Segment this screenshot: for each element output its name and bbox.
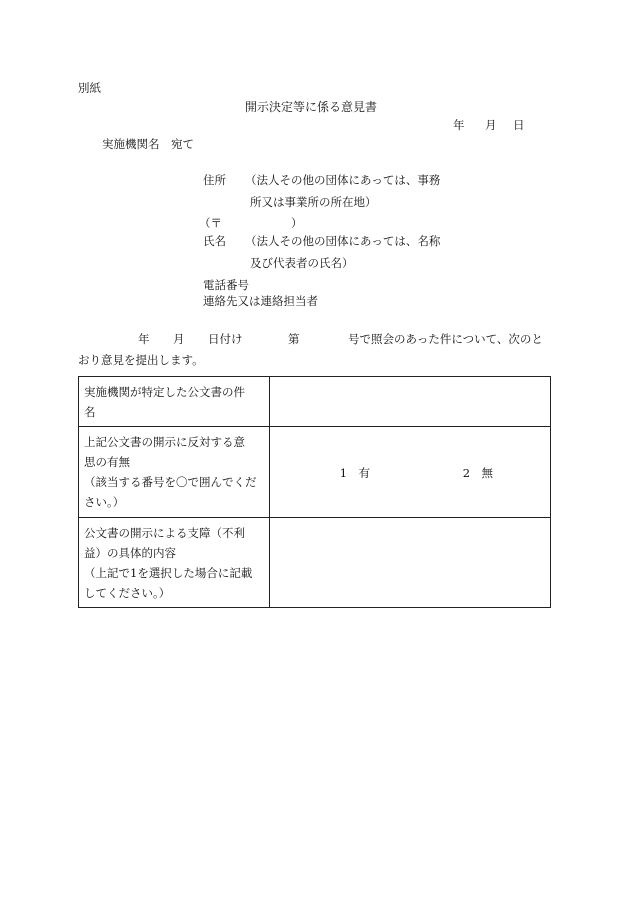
objection-options-cell bbox=[269, 427, 550, 518]
contact-label: 連絡先又は連絡担当者 bbox=[203, 294, 318, 308]
impact-label-cell bbox=[79, 518, 270, 608]
attachment-label: 別紙 bbox=[78, 81, 101, 95]
body-number-prefix: 第 bbox=[288, 332, 300, 346]
label-line: 上記公文書の開示に反対する意 bbox=[84, 435, 245, 449]
date-month: 月 bbox=[485, 118, 497, 132]
option-no[interactable]: 2 無 bbox=[462, 466, 494, 480]
body-line2: おり意見を提出します。 bbox=[78, 353, 204, 367]
opinion-table bbox=[78, 376, 551, 608]
label-line: 名 bbox=[84, 405, 96, 419]
table-row bbox=[79, 377, 551, 427]
address-note-line2: 所又は事業所の所在地） bbox=[250, 195, 377, 209]
addressee: 実施機関名 宛て bbox=[102, 137, 194, 151]
body-month: 月 bbox=[173, 332, 185, 346]
address-label: 住所 bbox=[203, 173, 226, 187]
body-date-suffix: 日付け bbox=[208, 332, 243, 346]
document-name-value-cell bbox=[269, 377, 550, 427]
label-line: 公文書の開示による支障（不利 bbox=[84, 526, 245, 540]
objection-label-cell bbox=[79, 427, 270, 518]
impact-value-cell bbox=[269, 518, 550, 608]
label-line: 実施機関が特定した公文書の件 bbox=[84, 385, 245, 399]
document-title: 開示決定等に係る意見書 bbox=[245, 100, 378, 114]
phone-label: 電話番号 bbox=[203, 278, 249, 292]
name-note-line1: （法人その他の団体にあっては、名称 bbox=[245, 234, 441, 248]
label-line: してください。） bbox=[84, 586, 171, 600]
body-continuation: 号で照会のあった件について、次のと bbox=[348, 332, 543, 346]
address-note-line1: （法人その他の団体にあっては、事務 bbox=[245, 173, 441, 187]
date-day: 日 bbox=[513, 118, 525, 132]
table-row bbox=[79, 427, 551, 518]
table-row bbox=[79, 518, 551, 608]
label-line: （上記で1を選択した場合に記載 bbox=[84, 566, 253, 580]
option-yes[interactable]: 1 有 bbox=[339, 466, 371, 480]
date-year: 年 bbox=[453, 118, 465, 132]
name-note-line2: 及び代表者の氏名） bbox=[250, 256, 354, 270]
label-line: 益）の具体的内容 bbox=[84, 546, 176, 560]
document-name-label-cell bbox=[79, 377, 270, 427]
label-line: さい。） bbox=[84, 495, 125, 509]
postal-code-line: （〒 ） bbox=[199, 216, 303, 230]
label-line: （該当する番号を〇で囲んでくだ bbox=[84, 475, 257, 489]
label-line: 思の有無 bbox=[84, 455, 130, 469]
name-label: 氏名 bbox=[203, 234, 226, 248]
body-year: 年 bbox=[138, 332, 150, 346]
